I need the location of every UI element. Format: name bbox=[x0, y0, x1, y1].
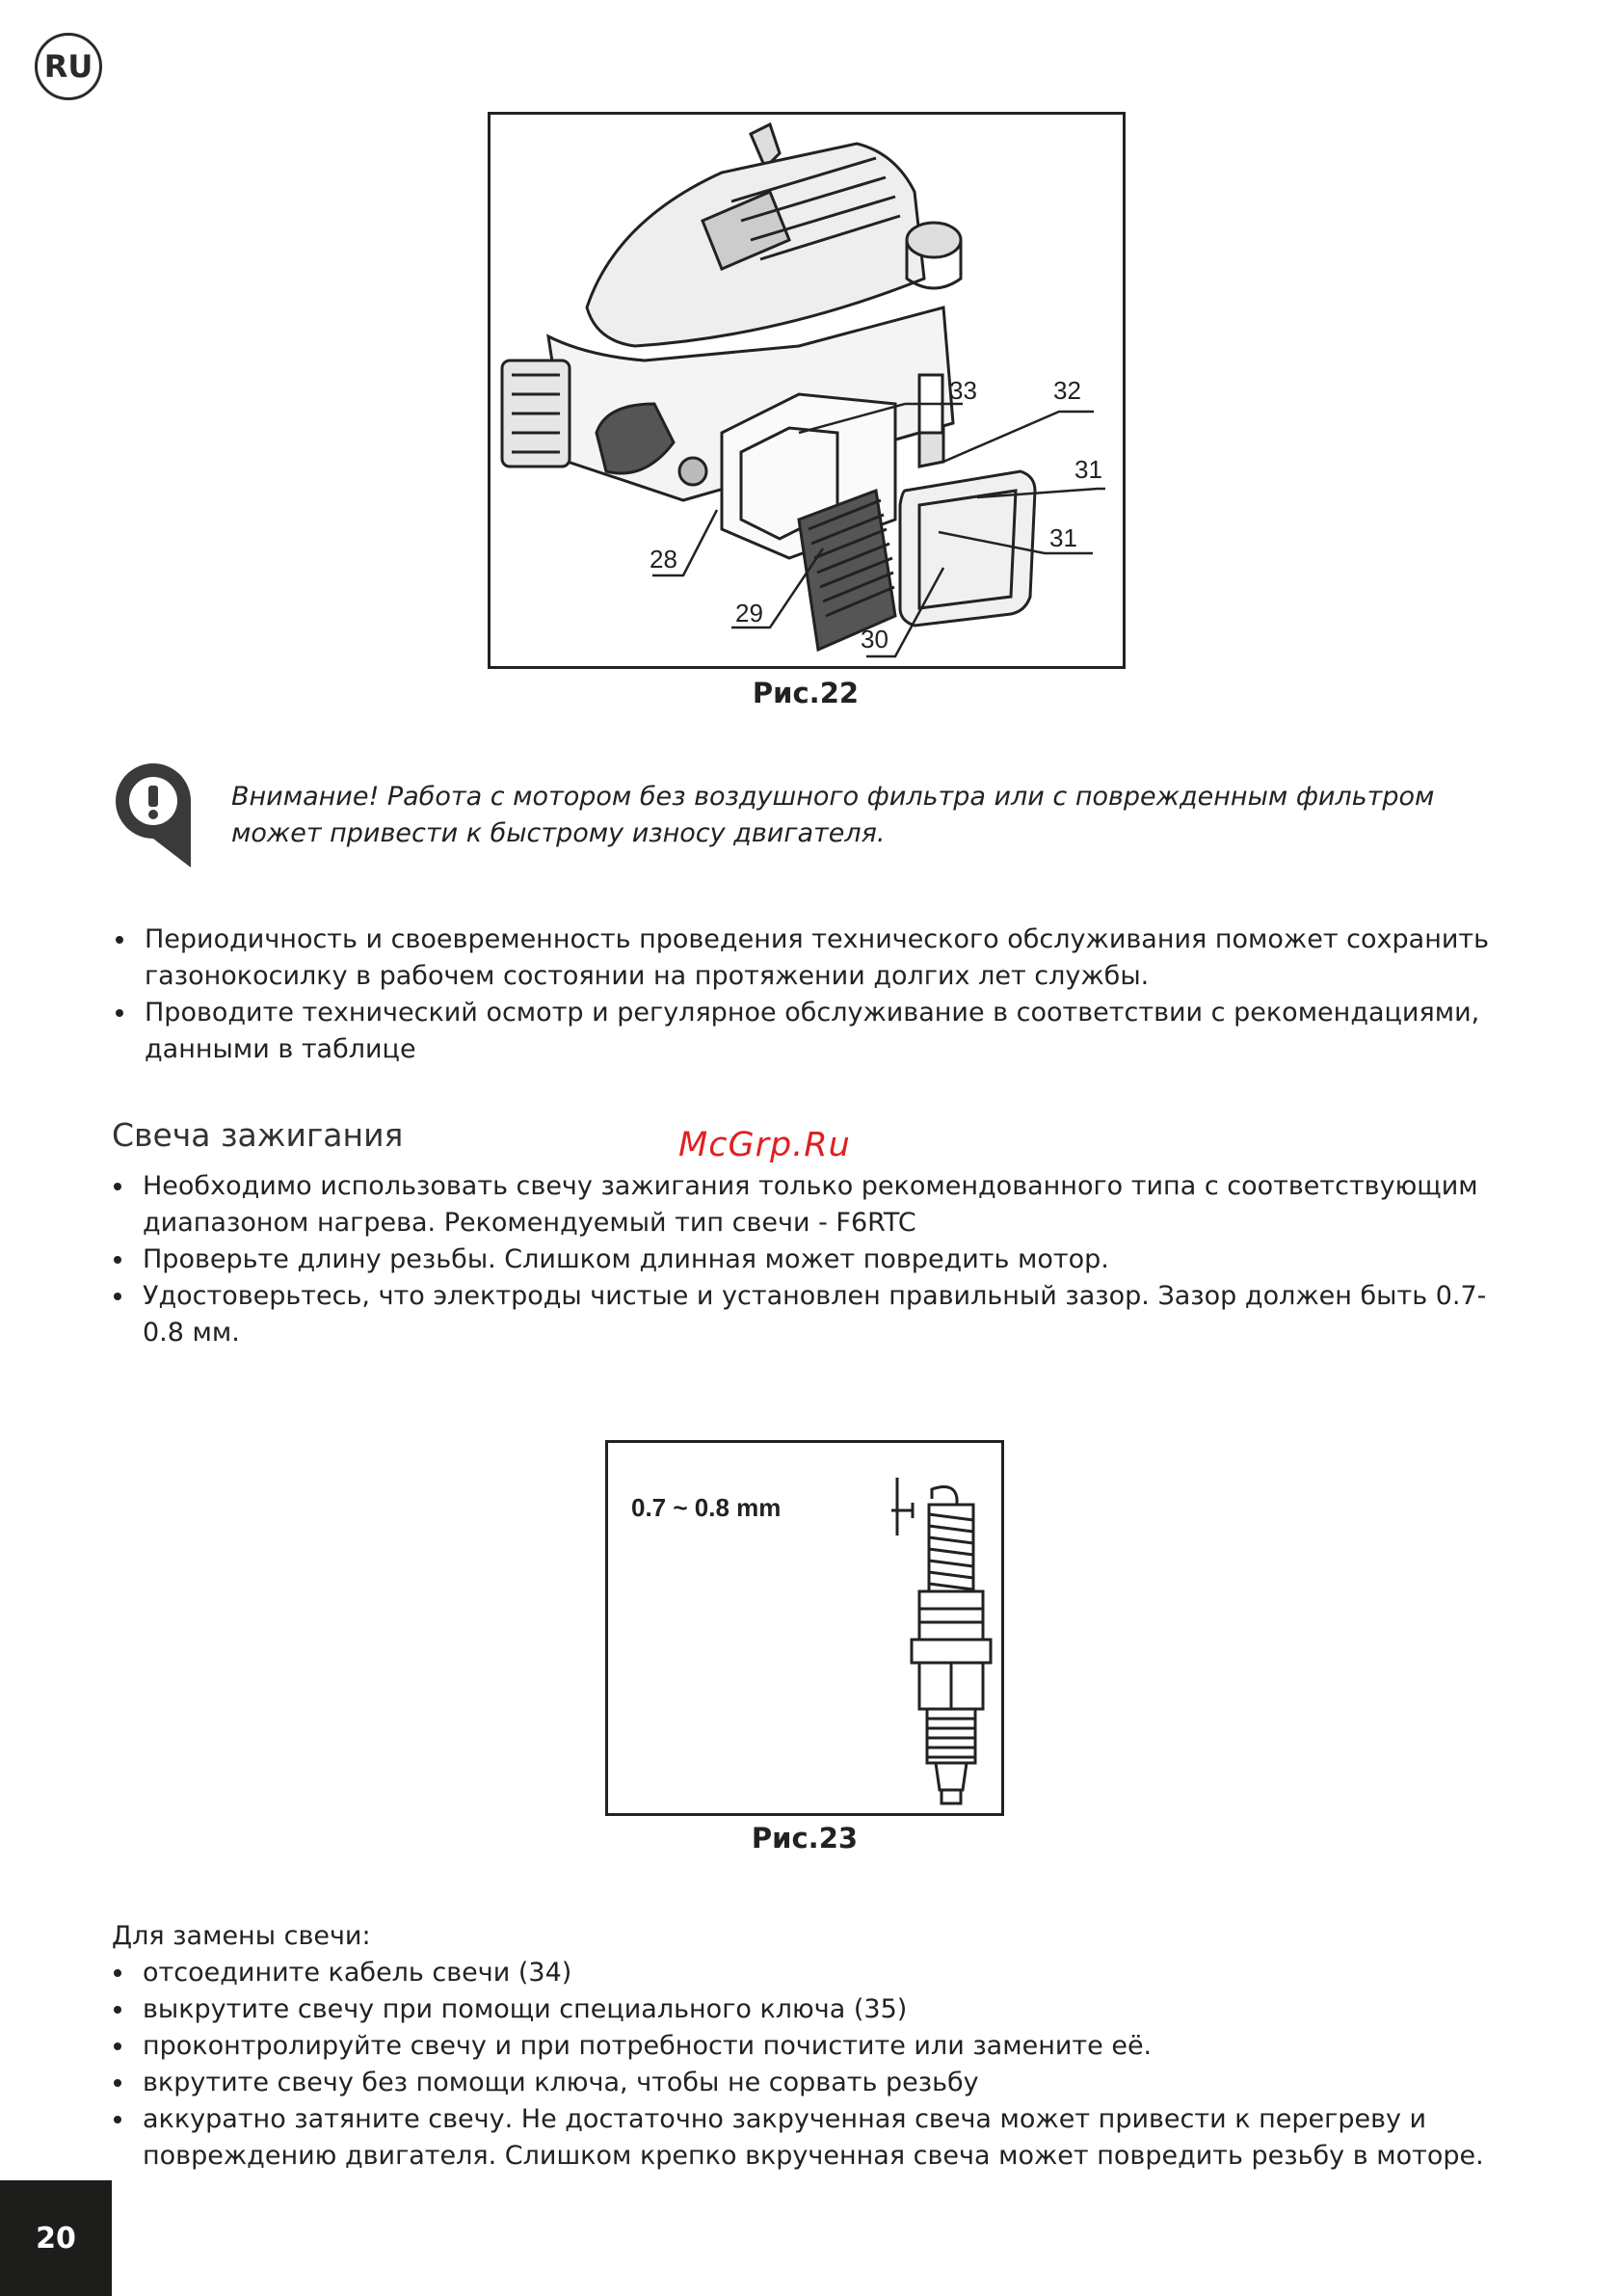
list-item: Необходимо использовать свечу зажигания только рекомендованного типа с соответствующим диапазоном нагрева. Рекомендуемый тип свечи - F6RTC bbox=[110, 1168, 1517, 1241]
callout-31-lower: 31 bbox=[1049, 523, 1077, 552]
section-title-spark-plug: Свеча зажигания bbox=[112, 1116, 404, 1154]
engine-illustration bbox=[491, 115, 1123, 666]
list-item: проконтролируйте свечу и при потребности почистите или замените её. bbox=[110, 2028, 1517, 2065]
callout-31-upper: 31 bbox=[1074, 455, 1102, 484]
warning-text: Внимание! Работа с мотором без воздушного фильтра или с поврежденным фильтром может привести к быстрому износу двигателя. bbox=[231, 782, 1435, 848]
page-number: 20 bbox=[0, 2180, 112, 2296]
callout-32: 32 bbox=[1053, 376, 1081, 405]
list-item: Проводите технический осмотр и регулярное обслуживание в соответствии с рекомендациями, данными в таблице bbox=[112, 995, 1519, 1068]
watermark: McGrp.Ru bbox=[678, 1126, 851, 1164]
maintenance-list bbox=[112, 921, 1519, 1068]
replace-intro: Для замены свечи: bbox=[112, 1921, 371, 1951]
figure-22-engine-diagram bbox=[488, 112, 1126, 669]
figure-22-caption: Рис.22 bbox=[752, 677, 860, 709]
exclamation-bubble-icon bbox=[114, 761, 193, 869]
list-item: Удостоверьтесь, что электроды чистые и установлен правильный зазор. Зазор должен быть 0.7-0.8 мм. bbox=[110, 1278, 1517, 1351]
list-item: отсоедините кабель свечи (34) bbox=[110, 1955, 1517, 1991]
replace-steps-list bbox=[110, 1955, 1517, 2175]
list-item: Проверьте длину резьбы. Слишком длинная может повредить мотор. bbox=[110, 1241, 1517, 1278]
callout-29: 29 bbox=[735, 599, 763, 627]
list-item: вкрутите свечу без помощи ключа, чтобы не сорвать резьбу bbox=[110, 2065, 1517, 2101]
callout-28: 28 bbox=[650, 545, 677, 574]
spark-plug-illustration bbox=[608, 1443, 1001, 1813]
list-item: выкрутите свечу при помощи специального ключа (35) bbox=[110, 1991, 1517, 2028]
figure-23-spark-plug-diagram bbox=[605, 1440, 1004, 1816]
list-item: Периодичность и своевременность проведения технического обслуживания поможет сохранить газонокосилку в рабочем состоянии на протяжении долгих лет службы. bbox=[112, 921, 1519, 995]
figure-23-caption: Рис.23 bbox=[751, 1822, 859, 1855]
gap-label: 0.7 ~ 0.8 mm bbox=[631, 1493, 782, 1522]
callout-30: 30 bbox=[861, 625, 889, 654]
list-item: аккуратно затяните свечу. Не достаточно закрученная свеча может привести к перегреву и повреждению двигателя. Слишком крепко вкрученная свеча может повредить резьбу в моторе. bbox=[110, 2101, 1517, 2175]
language-badge: RU bbox=[35, 33, 102, 100]
spark-plug-list bbox=[110, 1168, 1517, 1351]
callout-33: 33 bbox=[949, 376, 977, 405]
